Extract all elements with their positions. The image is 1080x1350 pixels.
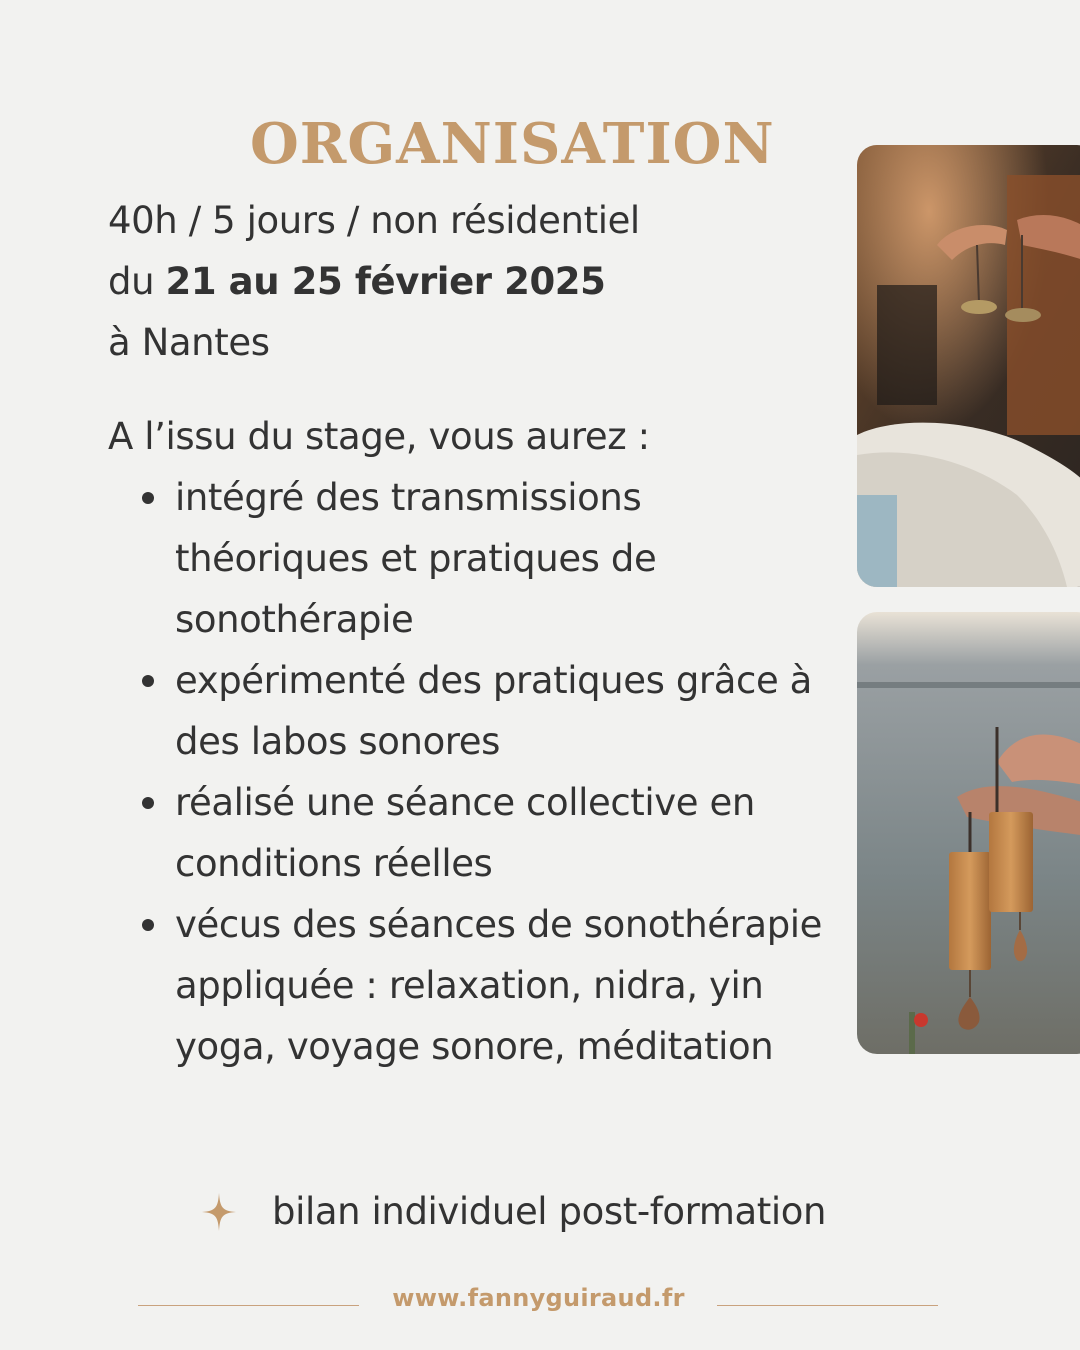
photo-tingsha-bells	[857, 145, 1080, 587]
footer-divider-left	[138, 1305, 359, 1306]
outcomes-intro: A l’issu du stage, vous aurez :	[108, 415, 650, 458]
photo-wind-chimes	[857, 612, 1080, 1054]
sparkle-icon	[200, 1191, 238, 1233]
bilan-item	[200, 1190, 826, 1233]
footer-divider-right	[717, 1305, 938, 1306]
dates-prefix: du	[108, 260, 166, 303]
outcome-item: intégré des transmissions théoriques et pratiques de sonothérapie	[175, 467, 835, 650]
outcomes-list	[175, 467, 835, 1077]
outcome-item: réalisé une séance collective en conditions réelles	[175, 772, 835, 894]
duration-format: 40h / 5 jours / non résidentiel	[108, 199, 640, 242]
bilan-text: bilan individuel post-formation	[272, 1190, 827, 1233]
dates	[108, 251, 640, 312]
outcome-item: vécus des séances de sonothérapie appliquée : relaxation, nidra, yin yoga, voyage sonore, méditation	[175, 894, 835, 1077]
dates-value: 21 au 25 février 2025	[165, 260, 606, 303]
outcome-item: expérimenté des pratiques grâce à des labos sonores	[175, 650, 835, 772]
website-link[interactable]: www.fannyguiraud.fr	[392, 1284, 685, 1312]
page-title: ORGANISATION	[250, 110, 775, 177]
location: à Nantes	[108, 321, 270, 364]
training-info	[108, 190, 640, 373]
